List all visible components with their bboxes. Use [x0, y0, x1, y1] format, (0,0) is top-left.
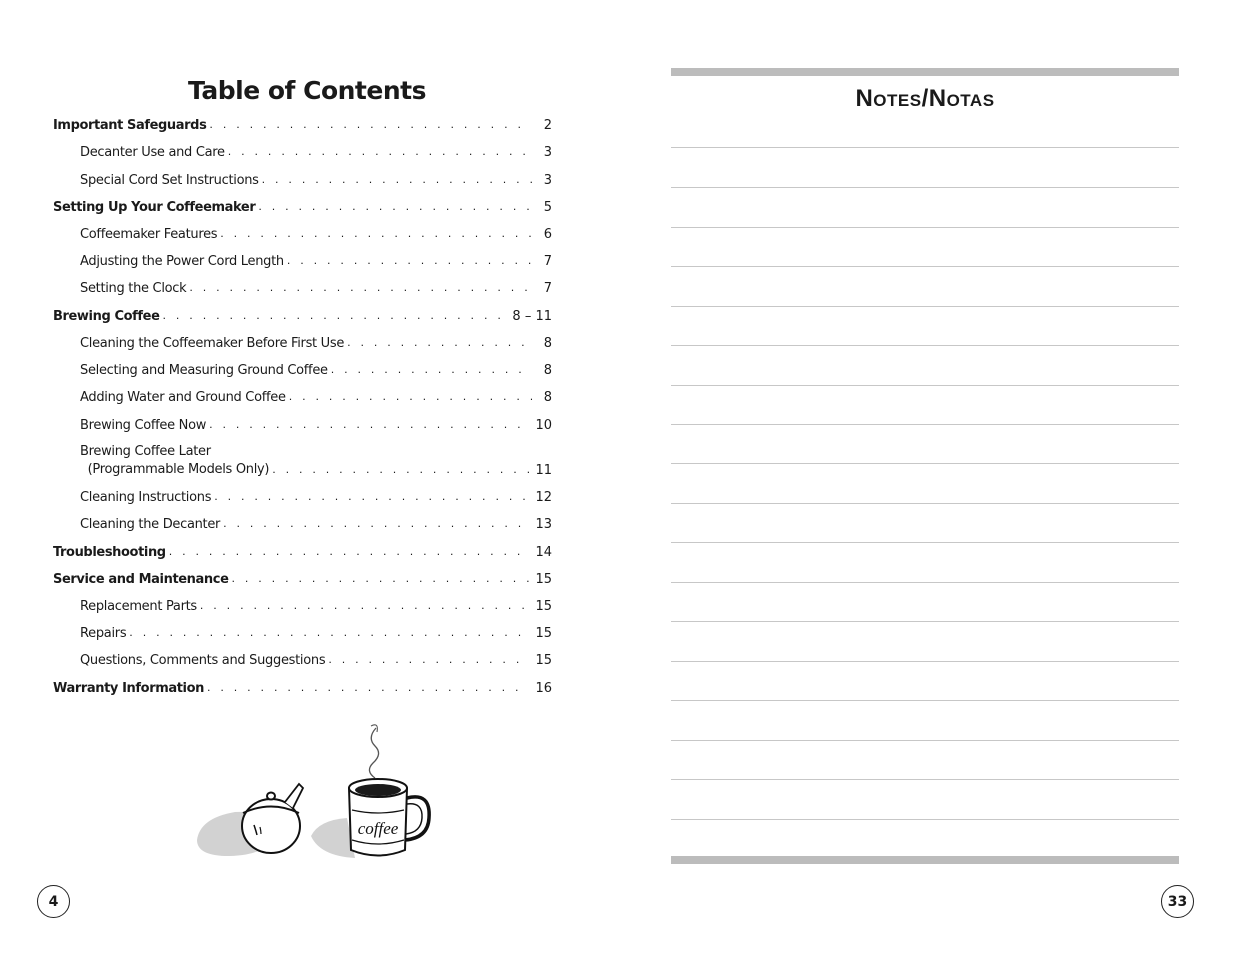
note-line[interactable]	[671, 266, 1179, 267]
note-line[interactable]	[671, 582, 1179, 583]
leader-dots	[289, 390, 532, 404]
coffee-mug-icon	[349, 779, 429, 856]
note-line[interactable]	[671, 740, 1179, 741]
note-line[interactable]	[671, 503, 1179, 504]
toc-entry[interactable]	[80, 443, 552, 479]
toc-entry-page: 8	[543, 390, 552, 405]
note-line[interactable]	[671, 345, 1179, 346]
leader-dots	[328, 653, 529, 667]
note-line[interactable]	[671, 187, 1179, 188]
page-number-right: 33	[1161, 885, 1194, 918]
note-line[interactable]	[671, 385, 1179, 386]
notes-bottom-bar	[671, 856, 1179, 864]
toc-entry-page: 7	[543, 281, 552, 296]
toc-entry[interactable]	[80, 597, 552, 615]
toc-entry[interactable]	[53, 198, 552, 216]
toc-title: Table of Contents	[188, 76, 426, 105]
leader-dots	[169, 545, 530, 559]
leader-dots	[232, 572, 530, 586]
toc-entry-label: Important Safeguards	[53, 118, 207, 133]
notes-top-bar	[671, 68, 1179, 76]
leader-dots	[262, 173, 532, 187]
leader-dots	[189, 281, 532, 295]
leader-dots	[200, 599, 530, 613]
toc-entry-page: 2	[543, 118, 552, 133]
toc-entry[interactable]	[80, 334, 552, 352]
leader-dots	[163, 309, 507, 323]
toc-entry[interactable]	[53, 570, 552, 588]
toc-entry[interactable]	[80, 361, 552, 379]
toc-entry-page: 15	[535, 572, 552, 587]
toc-entry-label: Special Cord Set Instructions	[80, 173, 259, 188]
note-line[interactable]	[671, 463, 1179, 464]
toc-entry-page: 8 – 11	[512, 309, 552, 324]
toc-entry[interactable]	[80, 252, 552, 270]
toc-entry-label: Coffeemaker Features	[80, 227, 218, 242]
toc-entry-page: 10	[535, 418, 552, 433]
leader-dots	[258, 200, 532, 214]
toc-entry-page: 11	[535, 463, 552, 478]
leader-dots	[228, 145, 532, 159]
toc-entry-page: 3	[543, 145, 552, 160]
toc-entry-label: Selecting and Measuring Ground Coffee	[80, 363, 328, 378]
toc-entry-page: 6	[543, 227, 552, 242]
leader-dots	[214, 490, 529, 504]
leader-dots	[209, 118, 532, 132]
page-number-left: 4	[37, 885, 70, 918]
toc-entry-page: 5	[543, 200, 552, 215]
toc-entry[interactable]	[80, 225, 552, 243]
toc-entry-label: Cleaning the Coffeemaker Before First Use	[80, 336, 345, 351]
toc-entry[interactable]	[53, 679, 552, 697]
toc-entry-label: Setting the Clock	[80, 281, 187, 296]
leader-dots	[347, 336, 532, 350]
toc-entry[interactable]	[80, 388, 552, 406]
note-line[interactable]	[671, 621, 1179, 622]
toc-entry-label: Brewing Coffee Now	[80, 418, 207, 433]
toc-entry-page: 7	[543, 254, 552, 269]
note-line[interactable]	[671, 661, 1179, 662]
toc-entry-page: 15	[535, 653, 552, 668]
toc-entry[interactable]	[53, 116, 552, 134]
toc-entry[interactable]	[80, 515, 552, 533]
leader-dots	[272, 463, 529, 477]
note-line[interactable]	[671, 424, 1179, 425]
sugar-bowl-icon	[242, 784, 303, 853]
note-line[interactable]	[671, 700, 1179, 701]
toc-entry-label: Cleaning Instructions	[80, 490, 212, 505]
toc-entry-label: Setting Up Your Coffeemaker	[53, 200, 256, 215]
toc-entry-page: 15	[535, 599, 552, 614]
leader-dots	[129, 626, 529, 640]
toc-entry-page: 16	[535, 681, 552, 696]
leader-dots	[207, 681, 529, 695]
note-line[interactable]	[671, 819, 1179, 820]
toc-entry-label: Repairs	[80, 626, 127, 641]
coffee-illustration	[195, 718, 435, 867]
note-line[interactable]	[671, 542, 1179, 543]
toc-entry-page: 3	[543, 173, 552, 188]
leader-dots	[287, 254, 532, 268]
toc-entry-label: Brewing Coffee Later (Programmable Models Only)	[80, 444, 270, 477]
toc-entry-label: Replacement Parts	[80, 599, 197, 614]
toc-entry-label: Warranty Information	[53, 681, 204, 696]
toc-entry-page: 12	[535, 490, 552, 505]
toc-entry-label: Cleaning the Decanter	[80, 517, 221, 532]
toc-entry-label: Service and Maintenance	[53, 572, 229, 587]
toc-entry[interactable]	[80, 171, 552, 189]
toc-entry-label: Decanter Use and Care	[80, 145, 225, 160]
toc-entry-page: 15	[535, 626, 552, 641]
toc-entry[interactable]	[80, 651, 552, 669]
toc-entry[interactable]	[80, 279, 552, 297]
toc-entry-label: Adjusting the Power Cord Length	[80, 254, 284, 269]
toc-entry[interactable]	[80, 143, 552, 161]
leader-dots	[209, 418, 529, 432]
leader-dots	[220, 227, 532, 241]
toc-entry[interactable]	[80, 488, 552, 506]
toc-entry[interactable]	[53, 543, 552, 561]
toc-entry-page: 13	[535, 517, 552, 532]
toc-entry[interactable]	[80, 624, 552, 642]
note-line[interactable]	[671, 227, 1179, 228]
toc-entry[interactable]	[80, 416, 552, 434]
leader-dots	[223, 517, 529, 531]
toc-entry-page: 14	[535, 545, 552, 560]
leader-dots	[331, 363, 532, 377]
note-line[interactable]	[671, 779, 1179, 780]
toc-entry-label: Troubleshooting	[53, 545, 166, 560]
toc-entry-page: 8	[543, 336, 552, 351]
notes-title: Notes/Notas	[855, 85, 995, 112]
mug-label: coffee	[357, 819, 399, 838]
toc-entry[interactable]	[53, 307, 552, 325]
toc-entry-page: 8	[543, 363, 552, 378]
coffee-illustration-graphic	[195, 718, 435, 863]
note-line[interactable]	[671, 306, 1179, 307]
toc-entry-label: Questions, Comments and Suggestions	[80, 653, 326, 668]
toc-entry-label: Brewing Coffee	[53, 309, 160, 324]
toc-entry-label: Adding Water and Ground Coffee	[80, 390, 286, 405]
note-line[interactable]	[671, 147, 1179, 148]
